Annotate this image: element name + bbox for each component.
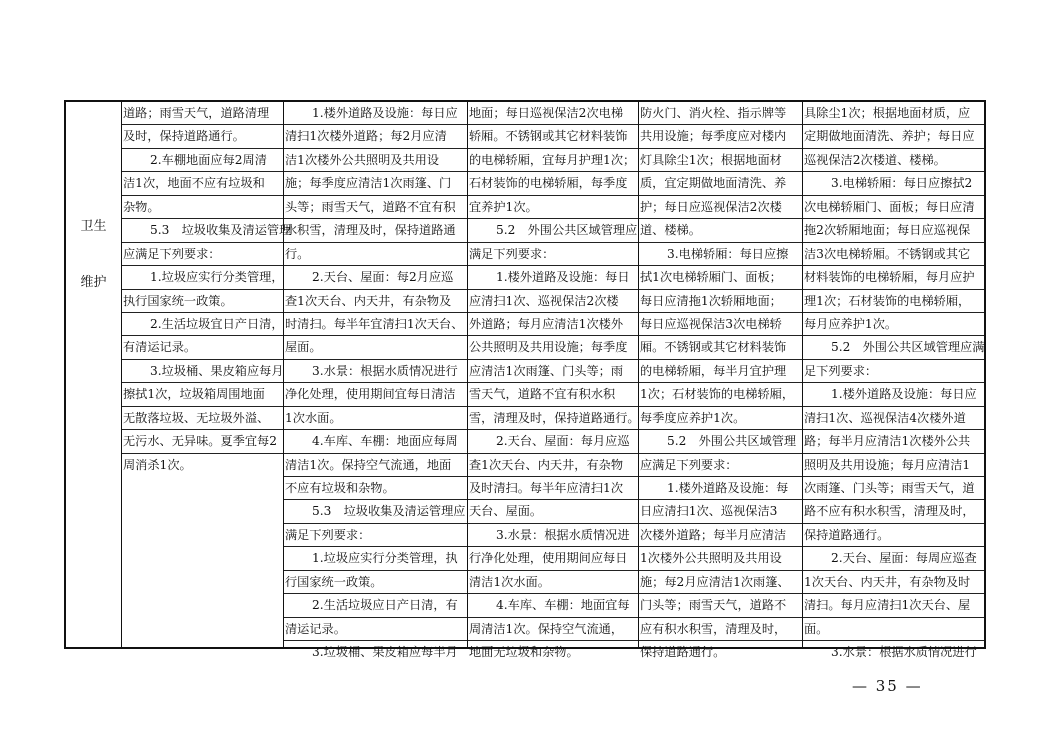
table-column-4 xyxy=(638,102,802,660)
text-line: 3.水景：根据水质情况进 xyxy=(468,524,638,547)
standards-table xyxy=(64,100,986,660)
text-line: 清扫。每月应清扫1次天台、屋 xyxy=(803,594,984,617)
text-line: 道路；雨雪天气，道路清理 xyxy=(122,102,283,125)
text-line: 无散落垃圾、无垃圾外溢、 xyxy=(122,407,283,430)
text-line: 1次楼外公共照明及共用设 xyxy=(639,547,802,570)
text-line: 灯具除尘1次；根据地面材 xyxy=(639,149,802,172)
text-line: 3.水景：根据水质情况进行 xyxy=(284,360,467,383)
text-line: 应清扫1次、巡视保洁2次楼 xyxy=(468,290,638,313)
text-line: 3.电梯轿厢：每日应擦 xyxy=(639,243,802,266)
text-line: 次雨篷、门头等；雨雪天气，道 xyxy=(803,477,984,500)
text-line: 1.垃圾应实行分类管理，执 xyxy=(284,547,467,570)
text-line: 外道路；每月应清洁1次楼外 xyxy=(468,313,638,336)
text-line: 拖2次轿厢地面；每日应巡视保 xyxy=(803,219,984,242)
text-line: 路不应有积水积雪，清理及时， xyxy=(803,500,984,523)
text-line: 应满足下列要求： xyxy=(122,243,283,266)
text-line: 2.车棚地面应每2周清 xyxy=(122,149,283,172)
text-line: 4.车库、车棚：地面应每周 xyxy=(284,430,467,453)
text-line: 擦拭1次，垃圾箱周围地面 xyxy=(122,383,283,406)
text-line: 施；每2月应清洁1次雨篷、 xyxy=(639,571,802,594)
text-line: 清洁1次。保持空气流通，地面 xyxy=(284,454,467,477)
text-line: 杂物。 xyxy=(122,196,283,219)
text-line: 屋面。 xyxy=(284,336,467,359)
category-label-2: 维护 xyxy=(80,275,107,290)
text-line: 次楼外道路；每半月应清洁 xyxy=(639,524,802,547)
text-line: 清洁1次水面。 xyxy=(468,571,638,594)
text-line: 净化处理，使用期间宜每日清洁 xyxy=(284,383,467,406)
text-line: 每日应巡视保洁3次电梯轿 xyxy=(639,313,802,336)
text-line: 行。 xyxy=(284,243,467,266)
text-line: 1.楼外道路及设施：每日应 xyxy=(284,102,467,125)
text-line: 5.3 垃圾收集及清运管理应 xyxy=(284,500,467,523)
text-line: 雪天气，道路不宜有积水积 xyxy=(468,383,638,406)
text-line: 2.天台、屋面：每月应巡 xyxy=(468,430,638,453)
text-line: 路；每半月应清洁1次楼外公共 xyxy=(803,430,984,453)
text-line: 清扫1次楼外道路；每2月应清 xyxy=(284,125,467,148)
text-line: 巡视保洁2次楼道、楼梯。 xyxy=(803,149,984,172)
text-line: 不应有垃圾和杂物。 xyxy=(284,477,467,500)
category-column xyxy=(66,102,121,647)
text-line: 理1次；石材装饰的电梯轿厢， xyxy=(803,290,984,313)
text-line: 4.车库、车棚：地面宜每 xyxy=(468,594,638,617)
text-line: 2.天台、屋面：每周应巡查 xyxy=(803,547,984,570)
text-line: 3.垃圾桶、果皮箱应每半月 xyxy=(312,645,458,660)
text-line: 2.生活垃圾应日产日清，有 xyxy=(284,594,467,617)
text-line: 1.楼外道路及设施：每日应 xyxy=(803,383,984,406)
text-line: 保持道路通行。 xyxy=(803,524,984,547)
text-line: 水积雪，清理及时，保持道路通 xyxy=(284,219,467,242)
text-line: 及时清扫。每半年应清扫1次 xyxy=(468,477,638,500)
text-line: 防火门、消火栓、指示牌等 xyxy=(639,102,802,125)
text-line: 足下列要求： xyxy=(803,360,984,383)
table-column-2 xyxy=(283,102,467,660)
text-line: 满足下列要求： xyxy=(284,524,467,547)
text-line: 门头等；雨雪天气，道路不 xyxy=(639,594,802,617)
text-line: 行净化处理，使用期间应每日 xyxy=(468,547,638,570)
text-line: 每季度应养护1次。 xyxy=(639,407,802,430)
text-line: 的电梯轿厢，宜每月护理1次； xyxy=(468,149,638,172)
text-line: 具除尘1次；根据地面材质，应 xyxy=(803,102,984,125)
text-line: 有清运记录。 xyxy=(122,336,283,359)
text-line: 洁3次电梯轿厢。不锈钢或其它 xyxy=(803,243,984,266)
text-line: 天台、屋面。 xyxy=(468,500,638,523)
page-number: — 35 — xyxy=(852,677,923,695)
text-line: 周消杀1次。 xyxy=(123,457,192,472)
text-line: 质，宜定期做地面清洗、养 xyxy=(639,172,802,195)
text-line: 应满足下列要求： xyxy=(639,454,802,477)
text-line: 时清扫。每半年宜清扫1次天台、 xyxy=(284,313,467,336)
text-line: 轿厢。不锈钢或其它材料装饰 xyxy=(468,125,638,148)
text-line: 查1次天台、内天井，有杂物 xyxy=(468,454,638,477)
text-line: 面。 xyxy=(803,618,984,641)
text-line: 施；每季度应清洁1次雨篷、门 xyxy=(284,172,467,195)
text-line: 5.3 垃圾收集及清运管理 xyxy=(122,219,283,242)
text-line: 公共照明及共用设施；每季度 xyxy=(468,336,638,359)
text-line: 清运记录。 xyxy=(284,618,467,641)
text-line: 行国家统一政策。 xyxy=(284,571,467,594)
text-line: 宜养护1次。 xyxy=(468,196,638,219)
text-line: 应有积水积雪，清理及时， xyxy=(639,618,802,641)
text-line: 护；每日应巡视保洁2次楼 xyxy=(639,196,802,219)
text-line: 应清洁1次雨篷、门头等；雨 xyxy=(468,360,638,383)
text-line: 共用设施；每季度应对楼内 xyxy=(639,125,802,148)
text-line: 1.楼外道路及设施：每日 xyxy=(468,266,638,289)
text-line: 地面无垃圾和杂物。 xyxy=(469,645,579,660)
text-line: 雪，清理及时，保持道路通行。 xyxy=(468,407,638,430)
text-line: 厢。不锈钢或其它材料装饰 xyxy=(639,336,802,359)
text-line: 的电梯轿厢，每半月宜护理 xyxy=(639,360,802,383)
text-line: 3.垃圾桶、果皮箱应每月 xyxy=(122,360,283,383)
text-line: 头等；雨雪天气，道路不宜有积 xyxy=(284,196,467,219)
text-line: 洁1次，地面不应有垃圾和 xyxy=(122,172,283,195)
text-line: 5.2 外围公共区域管理应满 xyxy=(803,336,984,359)
text-line: 2.生活垃圾宜日产日清， xyxy=(122,313,283,336)
text-line: 拭1次电梯轿厢门、面板； xyxy=(639,266,802,289)
text-line: 清扫1次、巡视保洁4次楼外道 xyxy=(803,407,984,430)
text-line: 2.天台、屋面：每2月应巡 xyxy=(284,266,467,289)
text-line: 1.垃圾应实行分类管理， xyxy=(122,266,283,289)
table-column-3 xyxy=(467,102,640,660)
text-line: 保持道路通行。 xyxy=(640,645,726,660)
text-line: 1次天台、内天井，有杂物及时 xyxy=(803,571,984,594)
table-column-1 xyxy=(121,102,292,647)
text-line: 日应清扫1次、巡视保洁3 xyxy=(639,500,802,523)
text-line: 及时，保持道路通行。 xyxy=(122,125,283,148)
text-line: 照明及共用设施；每月应清洁1 xyxy=(803,454,984,477)
text-line: 3.电梯轿厢：每日应擦拭2 xyxy=(803,172,984,195)
text-line: 1次水面。 xyxy=(284,407,467,430)
text-line: 5.2 外围公共区域管理 xyxy=(639,430,802,453)
text-line: 道、楼梯。 xyxy=(639,219,802,242)
text-line: 1次；石材装饰的电梯轿厢， xyxy=(639,383,802,406)
table-column-5 xyxy=(802,102,985,660)
category-label-1: 卫生 xyxy=(80,219,107,234)
text-line: 定期做地面清洗、养护；每日应 xyxy=(803,125,984,148)
text-line: 满足下列要求： xyxy=(468,243,638,266)
text-line: 石材装饰的电梯轿厢，每季度 xyxy=(468,172,638,195)
text-line: 每月应养护1次。 xyxy=(803,313,984,336)
text-line: 执行国家统一政策。 xyxy=(122,290,283,313)
text-line: 5.2 外围公共区域管理应 xyxy=(468,219,638,242)
text-line: 材料装饰的电梯轿厢，每月应护 xyxy=(803,266,984,289)
text-line: 无污水、无异味。夏季宜每2 xyxy=(122,430,283,453)
text-line: 每日应清拖1次轿厢地面； xyxy=(639,290,802,313)
text-line: 周清洁1次。保持空气流通， xyxy=(468,618,638,641)
text-line: 查1次天台、内天井，有杂物及 xyxy=(284,290,467,313)
text-line: 地面；每日巡视保洁2次电梯 xyxy=(468,102,638,125)
text-line: 洁1次楼外公共照明及共用设 xyxy=(284,149,467,172)
text-line: 3.水景：根据水质情况进行 xyxy=(831,645,977,660)
text-line: 1.楼外道路及设施：每 xyxy=(639,477,802,500)
text-line: 次电梯轿厢门、面板；每日应清 xyxy=(803,196,984,219)
